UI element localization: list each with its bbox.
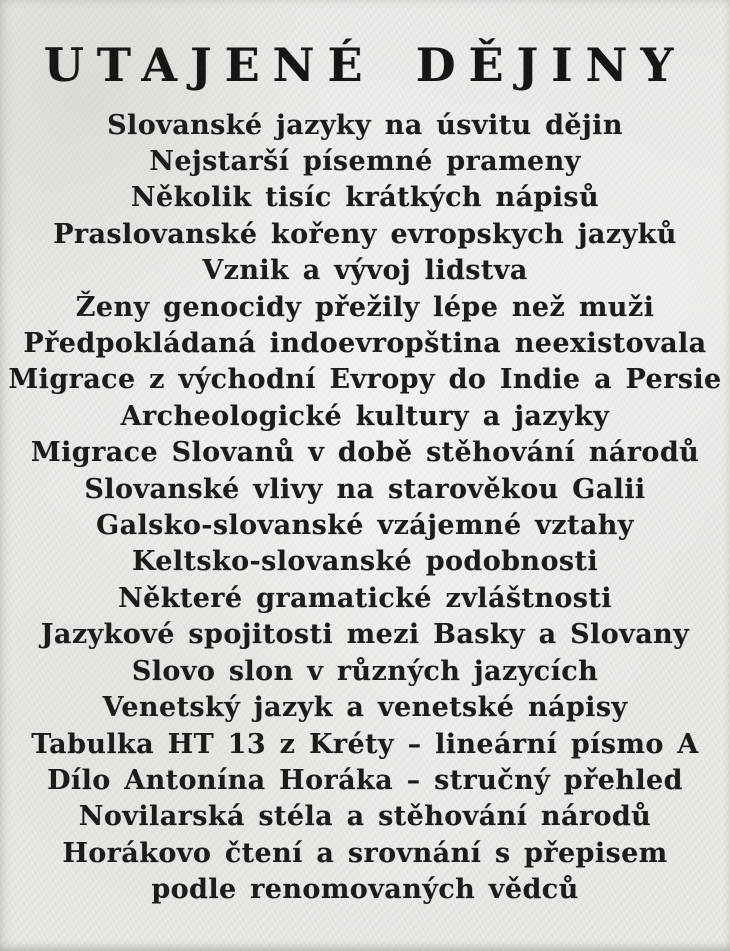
toc-line: Archeologické kultury a jazyky: [120, 400, 610, 432]
toc-line: Nejstarší písemné prameny: [149, 146, 581, 177]
toc-line: Vznik a vývoj lidstva: [202, 255, 528, 287]
toc-line: Některé gramatické zvláštnosti: [118, 582, 612, 614]
toc-line: Novilarská stéla a stěhování národů: [78, 801, 652, 833]
toc-line: Slovanské vlivy na starověkou Galii: [84, 473, 646, 505]
toc-line: Slovanské jazyky na úsvitu dějin: [107, 109, 623, 141]
toc-line: Galsko-slovanské vzájemné vztahy: [96, 510, 634, 542]
toc-line: Horákovo čtení a srovnání s přepisem: [62, 837, 668, 869]
toc-line: Jazykové spojitosti mezi Basky a Slovany: [40, 619, 690, 651]
toc-lines: [0, 108, 730, 909]
toc-line: Tabulka HT 13 z Kréty – lineární písmo A: [31, 728, 699, 760]
toc-line: Dílo Antonína Horáka – stručný přehled: [47, 764, 683, 796]
toc-line: Keltsko-slovanské podobnosti: [131, 546, 598, 578]
toc-line: Venetský jazyk a venetské nápisy: [102, 692, 628, 724]
page-title: UTAJENÉ DĚJINY: [43, 38, 687, 92]
toc-line: Několik tisíc krátkých nápisů: [130, 182, 600, 214]
toc-line: Praslovanské kořeny evropskych jazyků: [53, 218, 677, 250]
toc-line: Migrace Slovanů v době stěhování národů: [30, 437, 700, 469]
toc-line: Migrace z východní Evropy do Indie a Persie: [8, 364, 722, 396]
toc-line: podle renomovaných vědců: [151, 874, 579, 906]
toc-line: Slovo slon v různých jazycích: [131, 655, 599, 687]
toc-line: Ženy genocidy přežily lépe než muži: [75, 291, 655, 323]
toc-line: Předpokládaná indoevropština neexistovala: [23, 328, 707, 360]
